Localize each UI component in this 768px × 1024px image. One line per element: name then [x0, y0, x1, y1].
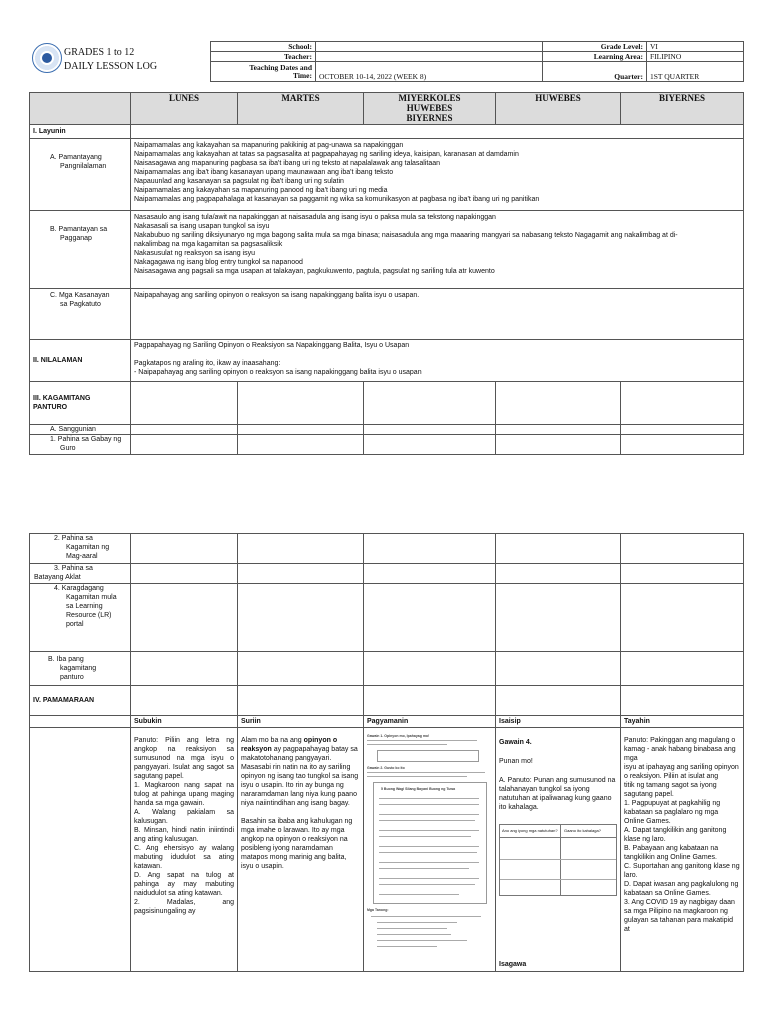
dates-value: OCTOBER 10-14, 2022 (WEEK 8): [316, 62, 543, 82]
heading-suriin: Suriin: [238, 716, 364, 728]
pagganap-line: Nakagagawa ng isang blog entry tungkol sa napanood: [134, 259, 303, 266]
label-kasanayan: C. Mga Kasanayan sa Pagkatuto: [30, 289, 131, 340]
pagganap-line: Nakasusulat ng reaksyon sa isang isyu: [134, 250, 256, 257]
nilalaman-line: Pagkatapos ng araling ito, ikaw ay inaasahang:: [134, 360, 281, 367]
lesson-log-table-page-2: [29, 533, 744, 972]
grade-label: Grade Level:: [543, 42, 647, 52]
pagyamanin-worksheet-image: Gawain 1. Opinyon mo, Ipahayag mo! Gawain 2. Gusto ko ito 5 Buong Wagi Silang Bayani Buong ng Tuwa Mga Tanong:: [367, 734, 492, 962]
nilalaman-content: [131, 340, 744, 382]
school-value: [316, 42, 543, 52]
layunin-content: [131, 125, 744, 139]
day-huwebes: HUWEBES: [496, 93, 621, 125]
heading-subukin: Subukin: [131, 716, 238, 728]
header-info-table: [210, 41, 744, 82]
pagganap-line: Nasasaulo ang isang tula/awit na napakinggan at naisasadula ang isang isyu o paksa mula sa tekstong napakinggan: [134, 214, 496, 221]
pagganap-line: Nakasasali sa isang usapan tungkol sa isyu: [134, 223, 270, 230]
day-biyernes: BIYERNES: [621, 93, 744, 125]
pangnilalaman-line: Naisasagawa ang mapanuring pagbasa sa iba't ibang uri ng teksto at napalalawak ang talasalitaan: [134, 160, 441, 167]
subukin-content: Panuto: Piliin ang letra ng angkop na reaksiyon sa sumusunod na mga isyu o pangyayari. Isulat ang sagot sa sagutang papel. 1. Magkaroon nang sapat na tulog at pahinga upang maging handa sa mga gawain. A. Walang pakialam sa kalusugan. B. Minsan, hindi natin iniintindi ang ating kalusugan. C. Ang ehersisyo ay walang mabuting idudulot sa ating katawan. D. Ang sapat na tulog at pahinga ay may mabuting naidudulot sa ating katawan. 2. Madalas, ang pagsisinungaling ay: [131, 728, 238, 972]
pagyamanin-content: [364, 728, 496, 972]
school-label: School:: [211, 42, 316, 52]
day-miyerkoles: MIYERKOLES HUWEBES BIYERNES: [364, 93, 496, 125]
isaisip-content: [496, 728, 621, 972]
pangnilalaman-line: Naipamamalas ang pagpapahalaga at kasanayan sa paggamit ng wika sa komunikasyon at pagbasa ng iba't ibang uri ng panitikan: [134, 196, 540, 203]
nilalaman-line: [134, 350, 740, 359]
label-kagamitan-mag-aaral: 2. Pahina sa Kagamitan ng Mag-aaral: [30, 534, 131, 564]
day-martes: MARTES: [238, 93, 364, 125]
isaisip-punan: Punan mo!: [499, 758, 533, 765]
dates-label: Teaching Dates and Time:: [211, 62, 316, 82]
suriin-content: Alam mo ba na ang opinyon o reaksyon ay pagpapahayag batay sa makatotohanang pangyayari. Masasabi rin natin na ito ay sariling opinyon ng isang tao tungkol sa isang isyu o usapin. Ito rin ay bunga ng nararamdaman lang niya kung paano niya naiintindihan ang isang bagay. Basahin sa ibaba ang kahulugan ng mga imahe o larawan. Ito ay mga angkop na opinyon o reaksiyon na posibleng iyong naramdaman matapos mong marinig ang balita, isyu o usapin.: [238, 728, 364, 972]
pangnilalaman-line: Naipamamalas ang iba't ibang kasanayan upang maunawaan ang iba't ibang teksto: [134, 169, 394, 176]
grade-value: VI: [647, 42, 744, 52]
isaisip-panuto: A. Panuto: Punan ang sumusunod na talahanayan tungkol sa iyong natutuhan at ipaliwanag kung gaano ito kahalaga.: [499, 777, 616, 811]
learning-area-value: FILIPINO: [647, 52, 744, 62]
quarter-value: 1ST QUARTER: [647, 62, 744, 82]
lesson-log-table-page-1: [29, 92, 744, 455]
pagganap-line: nakalimbag na mga kagamitan sa pagsasaliksik: [134, 241, 283, 248]
tayahin-content: Panuto: Pakinggan ang magulang o kamag - anak habang binabasa ang mga isyu at ipahayag ang sariling opinyon o reaksiyon. Piliin at isulat ang titik ng tamang sagot sa iyong sagutang papel. 1. Pagpupuyat at pagkahilig ng kabataan sa paglalaro ng mga Online Games. A. Dapat tangkilikin ang ganitong klase ng laro. B. Pabayaan ang kabataan na tangkilikin ang Online Games. C. Suportahan ang ganitong klase ng laro. D. Dapat iwasan ang pagkalulong ng kabataan sa Online Games. 3. Ang COVID 19 ay nagbigay daan sa mga Pilipino na magkaroon ng gulayan sa tahanan para makatipid at: [621, 728, 744, 972]
section-layunin: I. Layunin: [30, 125, 131, 139]
pangnilalaman-line: Naipamamalas ang kakayahan at tatas sa pagsasalita at pagpapahayag ng sariling ideya, kaisipan, karanasan at damdamin: [134, 151, 519, 158]
isaisip-gawain: Gawain 4.: [499, 739, 532, 746]
pangnilalaman-content: [131, 139, 744, 211]
label-batayang-aklat: 3. Pahina sa Batayang Aklat: [30, 564, 131, 584]
learning-area-label: Learning Area:: [543, 52, 647, 62]
pagganap-line: Naisasagawa ang pagsali sa mga usapan at talakayan, pagkukuwento, pagtula, pagsulat ng sariling tula atr kuwento: [134, 268, 495, 275]
heading-isaisip: Isaisip: [496, 716, 621, 728]
pangnilalaman-line: Naipamamalas ang kakayahan sa mapanuring pakikinig at pag-unawa sa napakinggan: [134, 142, 404, 149]
kasanayan-content: Naipapahayag ang sariling opinyon o reaksyon sa isang napakinggang balita isyu o usapan.: [131, 289, 744, 340]
label-gabay-guro: 1. Pahina sa Gabay ng Guro: [30, 435, 131, 455]
label-pamantayang-pangnilalaman: A. Pamantayang Pangnilalaman: [30, 139, 131, 211]
day-lunes: LUNES: [131, 93, 238, 125]
pangnilalaman-line: Naipamamalas ang kakayahan sa mapanuring panood ng iba't ibang uri ng media: [134, 187, 388, 194]
title-line-2: DAILY LESSON LOG: [64, 61, 158, 72]
pagganap-content: [131, 211, 744, 289]
label-lr-portal: 4. Karagdagang Kagamitan mula sa Learning Resource (LR) portal: [30, 584, 131, 652]
section-pamamaraan: IV. PAMAMARAAN: [30, 686, 131, 716]
isaisip-worksheet-table: Ano ang iyong mga natutuhan? Gaano ito kahalaga?: [499, 824, 617, 896]
heading-tayahin: Tayahin: [621, 716, 744, 728]
label-sanggunian: A. Sanggunian: [30, 425, 131, 435]
pangnilalaman-line: Napauunlad ang kasanayan sa pagsulat ng iba't ibang uri ng sulatin: [134, 178, 344, 185]
pagganap-line: Nakabubuo ng sariling diksiyunaryo ng mga bagong salita mula sa mga binasa; naisasadula ang mga maaaring mangyari sa nabasang teksto Nagagamit ang nakalimbag at di-: [134, 232, 678, 239]
label-pamantayan-pagganap: B. Pamantayan sa Pagganap: [30, 211, 131, 289]
nilalaman-line: - Naipapahayag ang sariling opinyon o reaksyon sa isang napakinggang balita isyu o usapan: [134, 369, 422, 376]
isaisip-isagawa: Isagawa: [499, 961, 527, 968]
section-kagamitang-panturo: III. KAGAMITANG PANTURO: [30, 382, 131, 425]
section-nilalaman: II. NILALAMAN: [30, 340, 131, 382]
title-line-1: GRADES 1 to 12: [64, 47, 135, 58]
deped-seal-icon: [32, 43, 62, 73]
label-iba-pang-kagamitan: B. Iba pang kagamitang panturo: [30, 652, 131, 686]
nilalaman-line: Pagpapahayag ng Sariling Opinyon o Reaksiyon sa Napakinggang Balita, Isyu o Usapan: [134, 342, 410, 349]
corner-cell: [30, 93, 131, 125]
heading-pagyamanin: Pagyamanin: [364, 716, 496, 728]
quarter-label: Quarter:: [543, 62, 647, 82]
teacher-value: [316, 52, 543, 62]
teacher-label: Teacher:: [211, 52, 316, 62]
